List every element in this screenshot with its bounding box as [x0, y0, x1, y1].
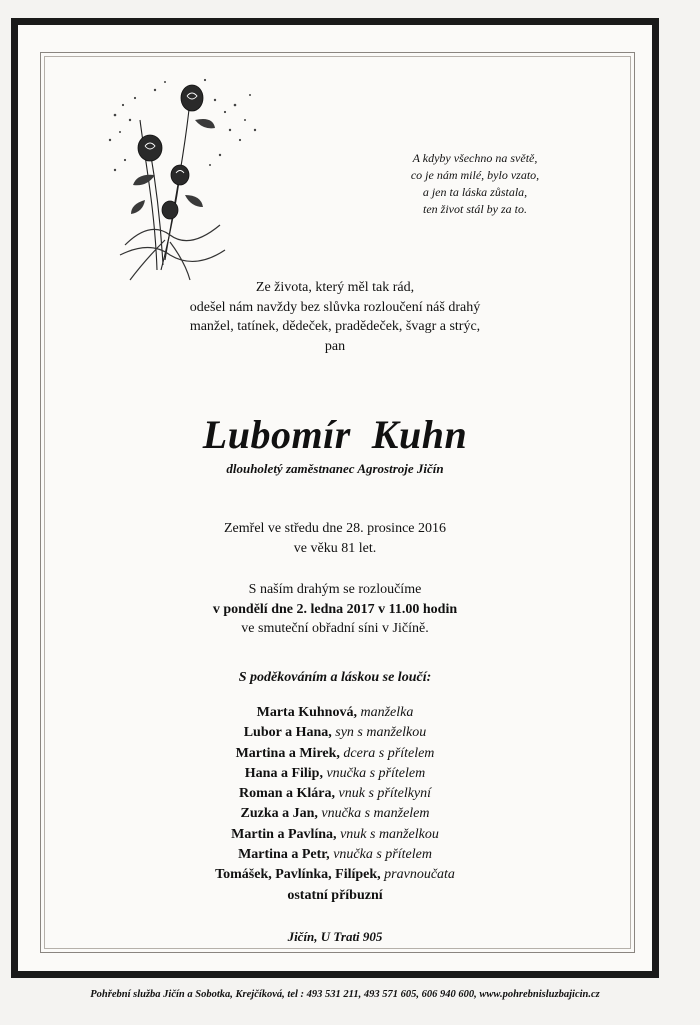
death-notice [0, 519, 670, 559]
mourner-relation: dcera s přítelem [343, 745, 435, 761]
funeral-details [0, 580, 670, 639]
intro-line: odešel nám navždy bez slůvka rozloučení náš drahý [189, 299, 481, 315]
intro-line: manžel, tatínek, dědeček, pradědeček, švagr a strýc, [189, 319, 481, 334]
death-age: ve věku 81 let. [293, 541, 377, 556]
mourner-relation: vnučka s přítelem [333, 847, 432, 863]
thanks-heading: S poděkováním a láskou se loučí: [238, 670, 432, 685]
mourner-relation: vnuk s přítelkyní [338, 786, 432, 802]
farewell-line: S naším drahým se rozloučíme [248, 582, 422, 597]
mourner-name: Martin a Pavlína, [231, 826, 337, 842]
intro-line: Ze života, který měl tak rád, [255, 280, 415, 295]
mourner-row [0, 825, 670, 845]
mourner-row [0, 744, 670, 764]
mourner-relation: syn s manželkou [335, 725, 427, 741]
memorial-poem [395, 150, 555, 218]
mourner-row [0, 764, 670, 784]
mourner-relation: vnučka s manželem [321, 806, 430, 822]
mourners-list [0, 703, 670, 906]
announcement-intro [0, 278, 670, 356]
mourner-row [0, 845, 670, 865]
mourner-name: Zuzka a Jan, [240, 806, 318, 822]
mourner-row [0, 886, 670, 906]
mourner-name: Hana a Filip, [244, 765, 323, 781]
mourner-row [0, 723, 670, 743]
mourner-name: Martina a Petr, [238, 847, 330, 863]
mourner-relation: pravnoučata [384, 867, 455, 883]
poem-line: A kdyby všechno na světě, [412, 151, 538, 165]
mourner-name: Roman a Klára, [238, 786, 336, 802]
death-date: Zemřel ve středu dne 28. prosince 2016 [224, 521, 446, 536]
funeral-location: ve smuteční obřadní síni v Jičíně. [241, 621, 429, 636]
deceased-name: Lubomír Kuhn [202, 412, 468, 457]
poem-line: co je nám milé, bylo vzato, [410, 168, 540, 182]
rose-bouquet-illustration [95, 60, 265, 285]
family-address: Jičín, U Trati 905 [287, 929, 383, 944]
mourner-name: Martina a Mirek, [235, 745, 340, 761]
funeral-datetime: v pondělí dne 2. ledna 2017 v 11.00 hodin [212, 601, 458, 617]
mourner-name: Lubor a Hana, [243, 725, 332, 741]
poem-line: a jen ta láska zůstala, [422, 185, 528, 199]
mourner-row [0, 784, 670, 804]
mourner-relation: vnučka s přítelem [326, 765, 426, 781]
mourner-name: Tomášek, Pavlínka, Filípek, [215, 867, 381, 883]
mourner-row [0, 865, 670, 885]
poem-line: ten život stál by za to. [423, 202, 527, 216]
mourner-name: ostatní příbuzní [287, 887, 383, 903]
mourner-row [0, 703, 670, 723]
mourner-name: Marta Kuhnová, [256, 705, 357, 720]
mourner-row [0, 804, 670, 824]
mourner-relation: vnuk s manželkou [340, 826, 439, 842]
mourner-relation: manželka [360, 705, 414, 720]
funeral-service-footer: Pohřební služba Jičín a Sobotka, Krejčíková, tel : 493 531 211, 493 571 605, 606 940 600, www.pohrebnisluzbajicin.cz [90, 989, 600, 1000]
intro-line: pan [324, 338, 346, 354]
deceased-occupation: dlouholetý zaměstnanec Agrostroje Jičín [226, 461, 444, 476]
